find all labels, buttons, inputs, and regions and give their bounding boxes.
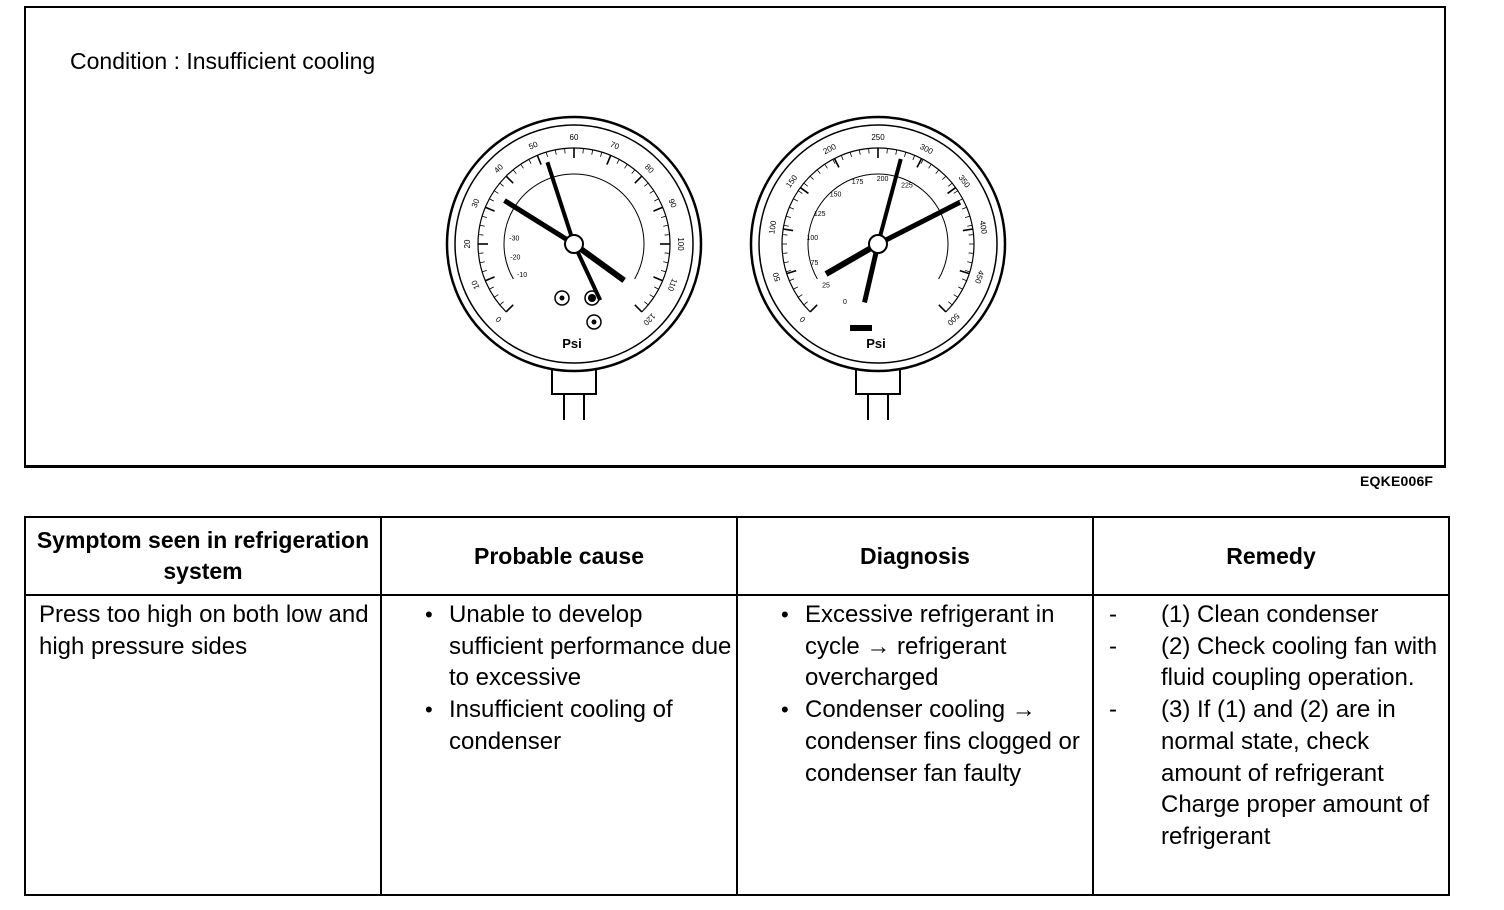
condition-label: Condition : Insufficient cooling [70, 48, 376, 74]
gauge-inner-label: -30 [509, 235, 520, 243]
header-diagnosis: Diagnosis [737, 517, 1093, 595]
gauge-scale-label: 100 [676, 237, 685, 251]
gauge-inner-label: 175 [851, 179, 864, 187]
header-symptom: Symptom seen in refrigeration system [25, 517, 381, 595]
remedy-cell [1093, 595, 1449, 895]
gauge-scale-label: 200 [821, 142, 838, 157]
gauge-inner-label: -20 [510, 254, 521, 262]
gauge-hub [565, 235, 583, 253]
table-header-row [25, 517, 1449, 595]
gauge-scale-label: 450 [972, 269, 986, 285]
cause-item: • Insufficient cooling of condenser [425, 694, 735, 757]
gauge-stop-pin [850, 325, 872, 331]
gauge-scale-label: 10 [469, 278, 482, 291]
gauge-screw-center [560, 296, 565, 301]
gauge-scale-label: 90 [666, 197, 679, 210]
diagnosis-cell [737, 595, 1093, 895]
gauge-scale-label: 400 [977, 220, 989, 235]
gauge-scale-label: 100 [767, 220, 779, 235]
gauge-unit-label: Psi [866, 336, 886, 351]
gauge-inner-label: 25 [822, 282, 830, 290]
gauge-inner-label: 225 [901, 182, 913, 190]
gauge-scale-label: 60 [569, 133, 579, 142]
gauge-inner-label: 100 [806, 235, 819, 243]
gauge-scale-label: 80 [642, 162, 656, 176]
gauge-scale-label: 0 [797, 314, 808, 325]
gauge-screw-center [592, 320, 597, 325]
gauge-scale-label: 300 [918, 142, 935, 157]
gauge-scale-label: 250 [871, 133, 885, 142]
gauge-scale-label: 50 [527, 139, 540, 152]
gauge-inner-label: 200 [876, 176, 889, 184]
table-row [25, 595, 1449, 895]
header-remedy: Remedy [1093, 517, 1449, 595]
low-pressure-gauge [447, 117, 701, 420]
gauge-scale-label: 0 [493, 314, 504, 325]
diagnosis-item: • Condenser cooling → condenser fins clogged or condenser fan faulty [781, 694, 1091, 789]
header-probable-cause: Probable cause [381, 517, 737, 595]
figure-code: EQKE006F [1360, 473, 1434, 489]
gauge-hub [869, 235, 887, 253]
gauge-inner-label: 0 [843, 299, 847, 307]
gauge-scale-label: 120 [641, 311, 658, 328]
gauge-scale-label: 500 [945, 311, 962, 328]
gauge-inner-label: 125 [813, 211, 826, 219]
gauge-inner-label: 150 [829, 191, 842, 199]
gauge-scale-label: 70 [608, 139, 621, 152]
symptom-cell: Press too high on both low and high pressure sides [25, 595, 381, 895]
gauge-inner-label: 75 [810, 260, 819, 268]
gauge-scale-label: 50 [771, 271, 783, 283]
gauge-scale-label: 110 [665, 277, 679, 293]
gauge-scale-label: 20 [463, 239, 472, 249]
gauge-unit-label: Psi [562, 336, 582, 351]
diagnosis-item: • Excessive refrigerant in cycle → refrigerant overcharged [781, 599, 1091, 694]
gauge-inner-label: -10 [516, 272, 528, 279]
gauge-scale-label: 40 [492, 162, 506, 176]
remedy-item: - (1) Clean condenser [1105, 599, 1447, 631]
gauge-scale-label: 150 [784, 173, 800, 190]
gauge-scale-label: 30 [469, 197, 482, 210]
cause-item: • Unable to develop sufficient performance due to excessive [425, 599, 735, 694]
cause-cell [381, 595, 737, 895]
diagnosis-table [24, 516, 1450, 896]
high-pressure-gauge [751, 117, 1005, 420]
remedy-item: - (3) If (1) and (2) are in normal state, check amount of refrigerant Charge proper amount of refrigerant [1105, 694, 1447, 853]
gauge-scale-label: 350 [956, 173, 972, 190]
remedy-item: - (2) Check cooling fan with fluid coupling operation. [1105, 631, 1447, 694]
gauge-screw-center [588, 294, 596, 302]
